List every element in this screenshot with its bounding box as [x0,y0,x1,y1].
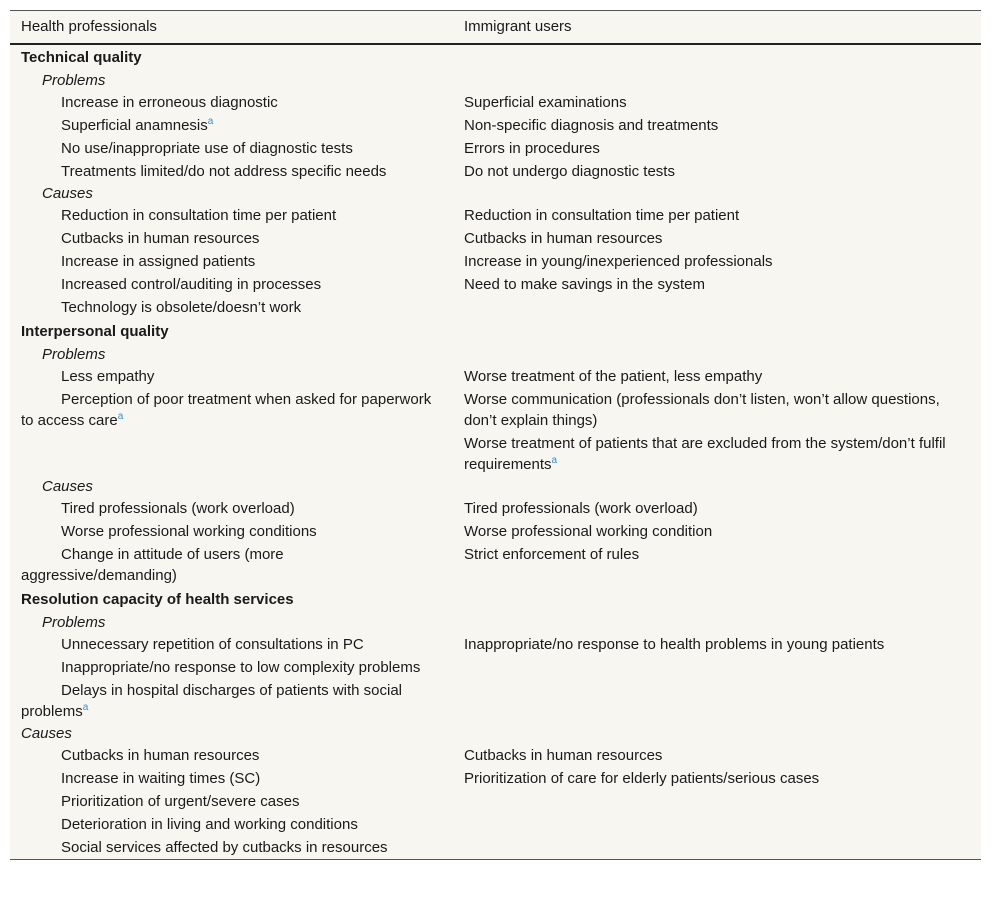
cell-professionals: Increase in assigned patients [61,253,256,270]
subheading-causes: Causes [42,185,93,202]
table-row [10,160,981,183]
section-title: Interpersonal quality [21,323,169,340]
comparison-table [10,11,981,859]
cell-immigrants [453,836,981,859]
table-row [10,114,981,137]
cell-professionals: Increased control/auditing in processes [61,276,322,293]
cell-professionals: Superficial anamnesis$^a$ [61,116,214,134]
cell-professionals: Cutbacks in human resources [61,747,260,764]
cell-professionals: Increase in erroneous diagnostic [61,94,278,111]
cell-immigrants: Do not undergo diagnostic tests [464,163,675,180]
subheading-problems: Problems [42,614,106,631]
footnote-link[interactable]: a [82,702,89,713]
cell-immigrants [453,296,981,319]
cell-immigrants: Superficial examinations [464,94,627,111]
table-row [10,790,981,813]
cell-professionals: Prioritization of urgent/severe cases [61,793,300,810]
cell-immigrants [453,656,981,679]
table-row [10,633,981,656]
cell-immigrants: Non-specific diagnosis and treatments [464,117,719,134]
subheading-row [10,344,981,365]
cell-immigrants [453,813,981,836]
cell-immigrants: Cutbacks in human resources [464,747,663,764]
subheading-problems: Problems [42,346,106,363]
section-title: Technical quality [21,49,142,66]
subheading-causes: Causes [21,725,72,742]
cell-immigrants [453,679,981,723]
subheading-causes: Causes [42,478,93,495]
cell-immigrants: Cutbacks in human resources [464,230,663,247]
cell-professionals: Change in attitude of users (more aggressive/demanding) [21,546,284,584]
subheading-row [10,612,981,633]
subheading-row [10,70,981,91]
cell-professionals: Social services affected by cutbacks in resources [61,839,388,856]
cell-immigrants: Inappropriate/no response to health problems in young patients [464,636,885,653]
cell-professionals: Treatments limited/do not address specific needs [61,163,387,180]
cell-professionals: Tired professionals (work overload) [61,500,295,517]
footnote-link[interactable]: a [117,411,124,422]
footnote-link[interactable]: a [207,116,214,127]
table-row [10,813,981,836]
table-row [10,497,981,520]
cell-professionals: Cutbacks in human resources [61,230,260,247]
cell-immigrants: Worse treatment of the patient, less empathy [464,368,763,385]
cell-immigrants: Tired professionals (work overload) [464,500,698,517]
section-row [10,587,981,612]
table-row [10,520,981,543]
table-row [10,91,981,114]
table-row [10,204,981,227]
table-row [10,365,981,388]
table-row [10,679,981,723]
subheading-problems: Problems [42,72,106,89]
table-row [10,296,981,319]
cell-immigrants: Worse communication (professionals don’t listen, won’t allow questions, don’t explain things) [464,391,940,429]
section-row [10,319,981,344]
table-row [10,836,981,859]
cell-immigrants [453,790,981,813]
cell-professionals: Perception of poor treatment when asked for paperwork to access care$^a$ [21,391,432,429]
cell-professionals: Less empathy [61,368,155,385]
header-health-professionals: Health professionals [10,11,453,44]
section-row [10,44,981,70]
cell-immigrants: Reduction in consultation time per patient [464,207,740,224]
footnote-link[interactable]: a [551,455,558,466]
subheading-row [10,476,981,497]
cell-immigrants: Worse professional working condition [464,523,713,540]
table-row [10,273,981,296]
subheading-row [10,183,981,204]
section-title: Resolution capacity of health services [21,591,294,608]
cell-professionals: Increase in waiting times (SC) [61,770,261,787]
header-row [10,11,981,44]
cell-professionals: Worse professional working conditions [61,523,317,540]
subheading-row [10,723,981,744]
cell-professionals: No use/inappropriate use of diagnostic tests [61,140,353,157]
table-row [10,227,981,250]
table-row [10,388,981,432]
cell-immigrants: Increase in young/inexperienced professionals [464,253,773,270]
table-row [10,250,981,273]
cell-immigrants: Strict enforcement of rules [464,546,640,563]
cell-immigrants: Need to make savings in the system [464,276,705,293]
cell-professionals: Inappropriate/no response to low complexity problems [61,659,421,676]
table-row [10,432,981,476]
cell-professionals: Deterioration in living and working conditions [61,816,358,833]
table-row [10,137,981,160]
table-row [10,744,981,767]
header-immigrant-users: Immigrant users [453,11,981,44]
cell-professionals: Delays in hospital discharges of patients with social problems$^a$ [21,682,403,720]
cell-professionals: Unnecessary repetition of consultations in PC [61,636,364,653]
comparison-table-container [10,10,981,860]
cell-immigrants: Prioritization of care for elderly patients/serious cases [464,770,820,787]
cell-immigrants: Errors in procedures [464,140,600,157]
table-row [10,543,981,587]
table-row [10,767,981,790]
cell-immigrants: Worse treatment of patients that are excluded from the system/don’t fulfil requirements$^a$ [464,435,946,473]
cell-professionals: Reduction in consultation time per patient [61,207,337,224]
cell-professionals [10,432,453,476]
cell-professionals: Technology is obsolete/doesn’t work [61,299,302,316]
table-row [10,656,981,679]
